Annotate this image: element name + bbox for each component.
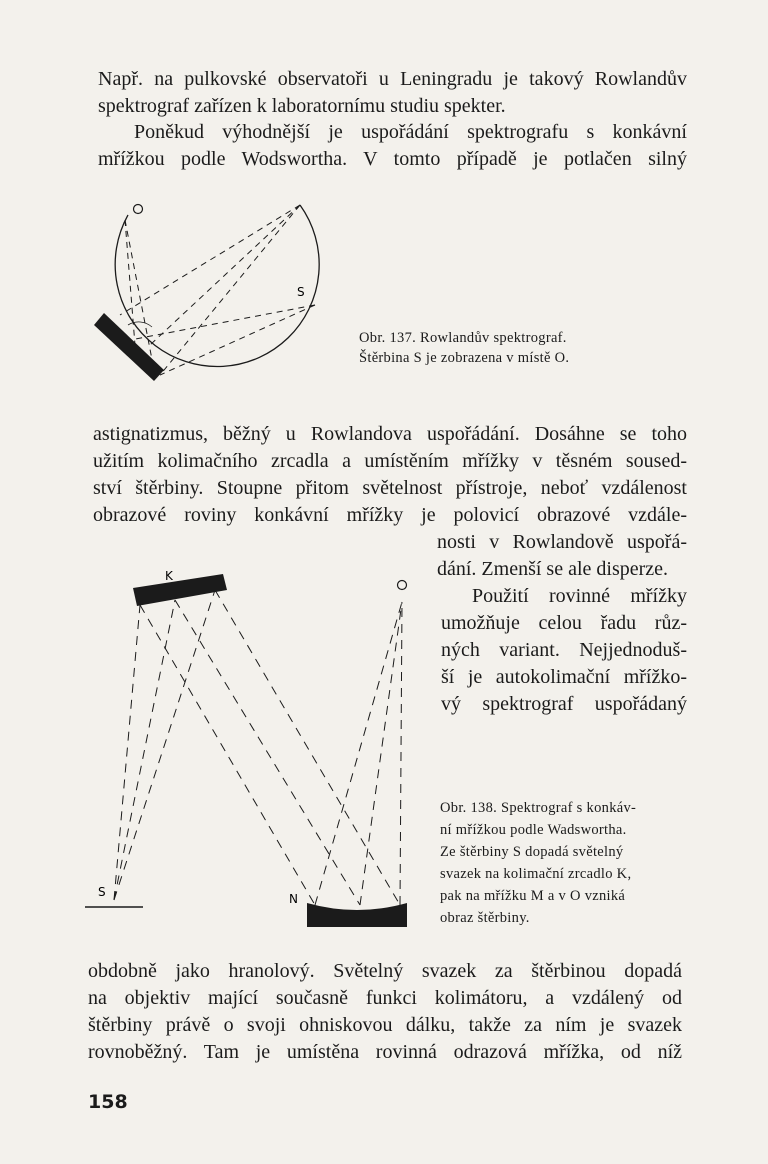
text-line: ství štěrbiny. Stoupne přitom světelnost přístroje, neboť vzdálenost bbox=[93, 477, 687, 499]
text-line: vý spektrograf uspořádaný bbox=[441, 693, 687, 715]
label-s: S bbox=[297, 285, 305, 299]
concave-grating bbox=[94, 313, 164, 381]
label-n: N bbox=[289, 892, 298, 906]
text-line: astignatizmus, běžný u Rowlandova uspořádání. Dosáhne se toho bbox=[93, 423, 687, 445]
page-number: 158 bbox=[88, 1091, 128, 1113]
figure-138-caption-line: Ze štěrbiny S dopadá světelný bbox=[440, 844, 624, 860]
text-line: spektrograf zařízen k laboratornímu studiu spekter. bbox=[98, 95, 506, 117]
text-line: umožňuje celou řadu růz- bbox=[441, 612, 687, 634]
text-line: obrazové roviny konkávní mřížky je polovicí obrazové vzdále- bbox=[93, 504, 687, 526]
text-line: ných variant. Nejjednoduš- bbox=[441, 639, 687, 661]
label-k: K bbox=[165, 569, 173, 583]
figure-138-caption-line: ní mřížkou podle Wadswortha. bbox=[440, 822, 627, 838]
text-line: mřížkou podle Wodswortha. V tomto případě je potlačen silný bbox=[98, 148, 687, 170]
angle-arc bbox=[128, 322, 152, 327]
label-s: S bbox=[98, 885, 106, 899]
figure-138-caption-line: svazek na kolimační zrcadlo K, bbox=[440, 866, 632, 882]
figure-138-caption-line: obraz štěrbiny. bbox=[440, 910, 530, 926]
figure-137-diagram bbox=[90, 195, 340, 395]
text-line: Použití rovinné mřížky bbox=[472, 585, 687, 607]
figure-138-caption-line: pak na mřížku M a v O vzniká bbox=[440, 888, 626, 904]
text-line: rovnoběžný. Tam je umístěna rovinná odrazová mřížka, od níž bbox=[88, 1041, 682, 1063]
text-line: užitím kolimačního zrcadla a umístěním mřížky v těsném soused- bbox=[93, 450, 687, 472]
text-line: dání. Zmenší se ale disperze. bbox=[437, 558, 669, 580]
figure-137-caption-line: Obr. 137. Rowlandův spektrograf. bbox=[359, 330, 567, 346]
text-line: Poněkud výhodnější je uspořádání spektrografu s konkávní bbox=[134, 121, 687, 143]
figure-138-diagram bbox=[75, 560, 425, 935]
rowland-circle bbox=[115, 205, 319, 367]
text-line: ší je autokolimační mřížko- bbox=[441, 666, 687, 688]
figure-138-caption-line: Obr. 138. Spektrograf s konkáv- bbox=[440, 800, 637, 816]
text-line: obdobně jako hranolový. Světelný svazek za štěrbinou dopadá bbox=[88, 960, 682, 982]
light-rays bbox=[120, 205, 315, 375]
concave-grating-m bbox=[307, 903, 407, 927]
collimating-mirror-k bbox=[133, 574, 227, 606]
light-rays bbox=[114, 590, 402, 905]
text-line: Např. na pulkovské observatoři u Leningradu je takový Rowlandův bbox=[98, 68, 687, 90]
text-line: na objektiv mající současně funkci kolimátoru, a vzdálený od bbox=[88, 987, 682, 1009]
figure-137-caption-line: Štěrbina S je zobrazena v místě O. bbox=[359, 350, 570, 366]
text-line: nosti v Rowlandově uspořá- bbox=[437, 531, 687, 553]
text-line: štěrbiny právě o svoji ohniskovou dálku, takže za ním je svazek bbox=[88, 1014, 682, 1036]
point-o-marker bbox=[398, 581, 407, 590]
point-o-marker bbox=[134, 205, 143, 214]
